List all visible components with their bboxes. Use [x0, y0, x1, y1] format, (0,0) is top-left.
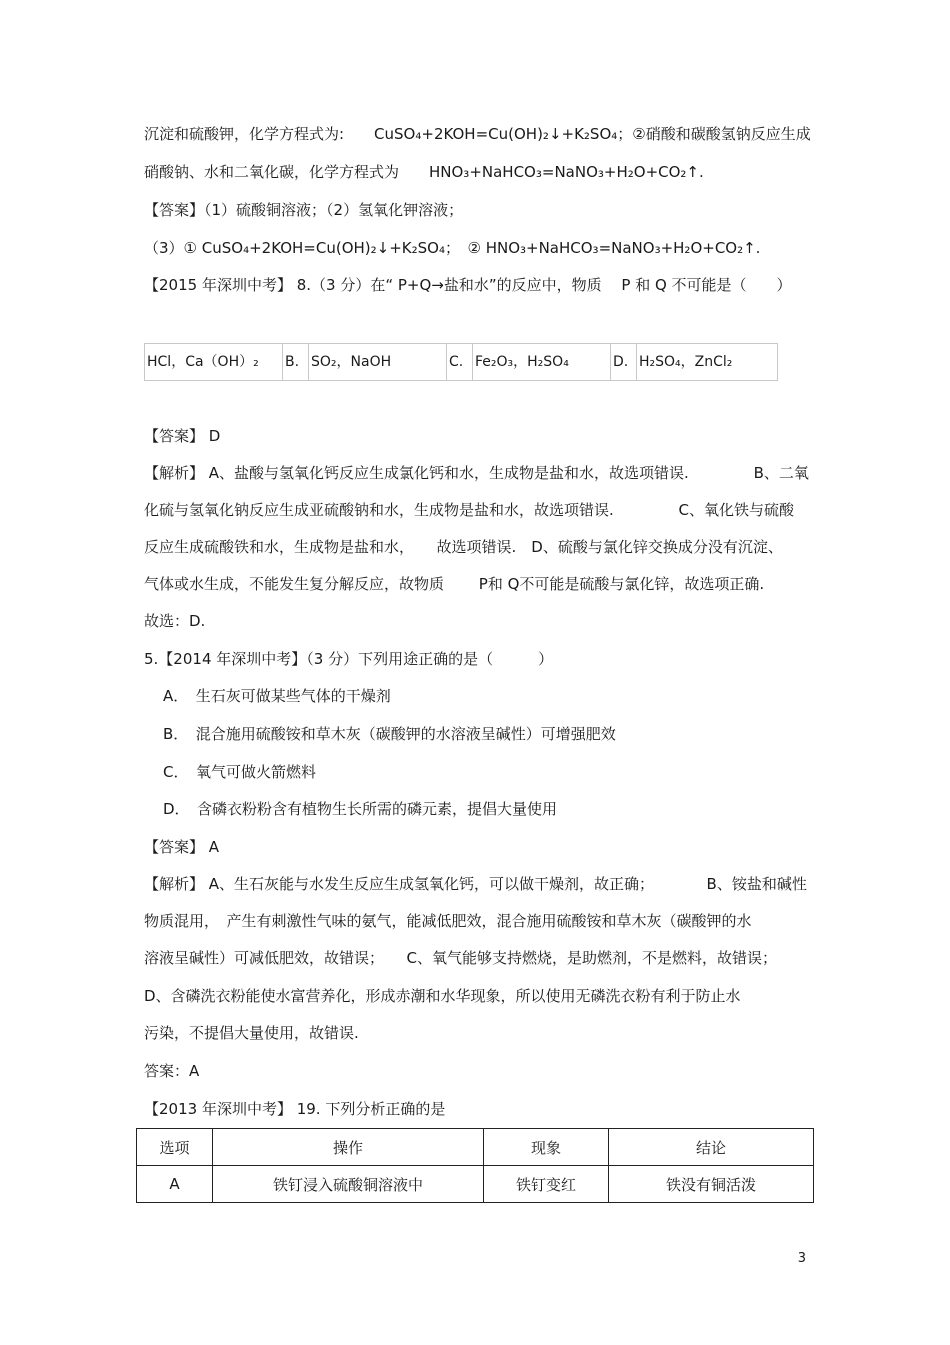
- option-cell-d: H₂SO₄，ZnCl₂: [639, 354, 733, 370]
- analysis-line: 物质混用， 产生有刺激性气味的氨气，能减低肥效，混合施用硫酸铵和草木灰（碳酸钾的水: [144, 912, 752, 930]
- option-label-d: D.: [611, 344, 637, 380]
- option-label-b: B.: [283, 344, 309, 380]
- option-a: A． 生石灰可做某些气体的干燥剂: [163, 687, 391, 705]
- option-cell-a: HCl，Ca（OH）₂: [145, 344, 283, 380]
- table-cell: 铁没有铜活泼: [609, 1166, 814, 1203]
- option-c: C． 氧气可做火箭燃料: [163, 763, 316, 781]
- analysis-line: 反应生成硫酸铁和水，生成物是盐和水， 故选项错误. D、硫酸与氯化锌交换成分没有沉淀、: [144, 538, 783, 556]
- analysis-line: 化硫与氢氧化钠反应生成亚硫酸钠和水，生成物是盐和水，故选项错误. C、氧化铁与硫酸: [144, 501, 795, 519]
- table-header-row: [137, 1129, 814, 1166]
- page-number: 3: [797, 1251, 806, 1266]
- analysis-line: 污染，不提倡大量使用，故错误.: [144, 1024, 359, 1042]
- answer-line: 【答案】 D: [144, 427, 221, 445]
- analysis-line: 【解析】 A、盐酸与氢氧化钙反应生成氯化钙和水，生成物是盐和水，故选项错误. B、二氧: [144, 464, 809, 482]
- question-19-title: 【2013 年深圳中考】 19. 下列分析正确的是: [144, 1100, 446, 1118]
- analysis-line: D、含磷洗衣粉能使水富营养化，形成赤潮和水华现象，所以使用无磷洗衣粉有利于防止水: [144, 987, 741, 1005]
- analysis-line: 溶液呈碱性）可减低肥效，故错误； C、氧气能够支持燃烧，是助燃剂，不是燃料，故错误；: [144, 949, 777, 967]
- question-5-title: 5.【2014 年深圳中考】（3 分）下列用途正确的是（ ）: [144, 650, 554, 668]
- option-cell-c: Fe₂O₃，H₂SO₄: [473, 344, 611, 380]
- options-table: [144, 343, 778, 381]
- answer-line: 【答案】 A: [144, 838, 220, 856]
- option-d: D． 含磷衣粉粉含有植物生长所需的磷元素，提倡大量使用: [163, 800, 558, 818]
- analysis-line: 【解析】 A、生石灰能与水发生反应生成氢氧化钙，可以做干燥剂，故正确； B、铵盐和碱性: [144, 875, 807, 893]
- option-cell-b: SO₂，NaOH: [309, 344, 447, 380]
- analysis-line: 故选：D.: [144, 612, 206, 630]
- table-header: 选项: [137, 1129, 213, 1166]
- table-header: 结论: [609, 1129, 814, 1166]
- table-row: [137, 1166, 814, 1203]
- text-line: 【答案】（1）硫酸铜溶液；（2）氢氧化钾溶液；: [144, 201, 464, 219]
- option-b: B． 混合施用硫酸铵和草木灰（碳酸钾的水溶液呈碱性）可增强肥效: [163, 725, 616, 743]
- option-label-c: C.: [447, 344, 473, 380]
- table-cell: 铁钉变红: [484, 1166, 609, 1203]
- text-line: 沉淀和硫酸钾，化学方程式为: CuSO₄+2KOH=Cu(OH)₂↓+K₂SO₄；②硝酸和碳酸氢钠反应生成: [144, 125, 811, 143]
- text-line: （3）① CuSO₄+2KOH=Cu(OH)₂↓+K₂SO₄； ② HNO₃+NaHCO₃=NaNO₃+H₂O+CO₂↑.: [144, 239, 761, 257]
- analysis-table: [136, 1128, 814, 1203]
- table-header: 操作: [213, 1129, 484, 1166]
- table-cell: 铁钉浸入硫酸铜溶液中: [213, 1166, 484, 1203]
- table-cell: A: [137, 1166, 213, 1203]
- question-8-title: 【2015 年深圳中考】 8.（3 分）在“ P+Q→盐和水”的反应中，物质 P 和 Q 不可能是（ ）: [144, 276, 792, 294]
- analysis-line: 气体或水生成，不能发生复分解反应，故物质 P和 Q不可能是硫酸与氯化锌，故选项正确.: [144, 575, 765, 593]
- final-answer: 答案：A: [144, 1062, 200, 1080]
- text-line: 硝酸钠、水和二氧化碳，化学方程式为 HNO₃+NaHCO₃=NaNO₃+H₂O+CO₂↑.: [144, 163, 704, 181]
- table-header: 现象: [484, 1129, 609, 1166]
